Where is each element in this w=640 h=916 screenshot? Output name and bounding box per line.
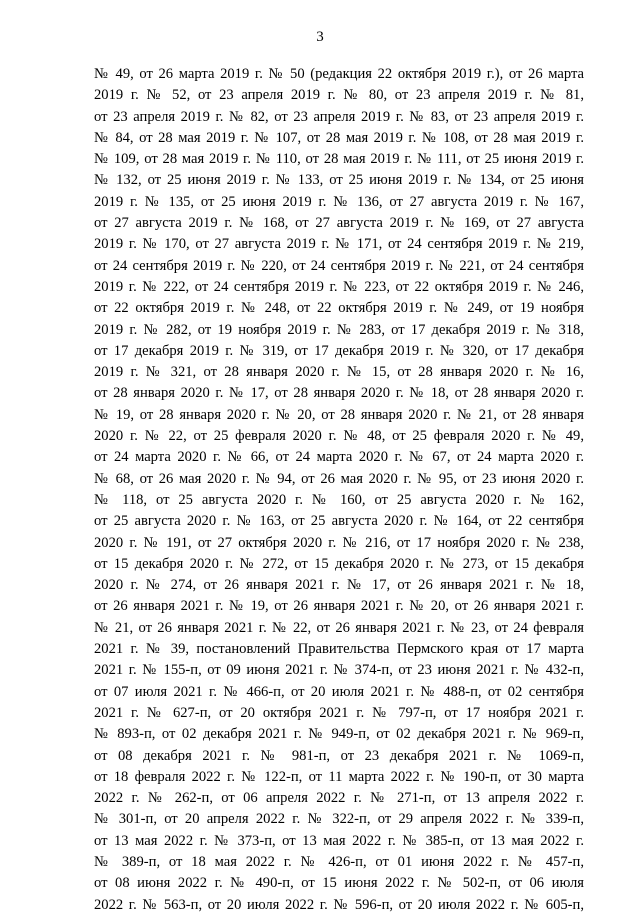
text-line: 2019 г. № 282, от 19 ноября 2019 г. № 283, от 17 декабря 2019 г. № 318, <box>94 321 584 338</box>
text-line: 2021 г. № 155-п, от 09 июня 2021 г. № 374-п, от 23 июня 2021 г. № 432-п, <box>94 662 584 679</box>
page-number: 3 <box>316 29 324 45</box>
text-line: от 25 августа 2020 г. № 163, от 25 августа 2020 г. № 164, от 22 сентября <box>94 513 584 530</box>
text-line: 2021 г. № 627-п, от 20 октября 2021 г. № 797-п, от 17 ноября 2021 г. <box>94 704 584 721</box>
text-line: 2020 г. № 274, от 26 января 2021 г. № 17, от 26 января 2021 г. № 18, <box>94 577 584 594</box>
text-line: от 15 декабря 2020 г. № 272, от 15 декабря 2020 г. № 273, от 15 декабря <box>94 555 584 572</box>
text-line: от 24 сентября 2019 г. № 220, от 24 сентября 2019 г. № 221, от 24 сентября <box>94 257 584 274</box>
text-line: 2019 г. № 222, от 24 сентября 2019 г. № 223, от 22 октября 2019 г. № 246, <box>94 278 584 295</box>
text-line: № 49, от 26 марта 2019 г. № 50 (редакция 22 октября 2019 г.), от 26 марта <box>94 66 584 82</box>
text-line: 2020 г. № 191, от 27 октября 2020 г. № 216, от 17 ноября 2020 г. № 238, <box>94 534 584 551</box>
text-line: 2022 г. № 262-п, от 06 апреля 2022 г. № 271-п, от 13 апреля 2022 г. <box>94 790 584 807</box>
text-line: № 118, от 25 августа 2020 г. № 160, от 25 августа 2020 г. № 162, <box>94 491 584 508</box>
text-line: от 27 августа 2019 г. № 168, от 27 августа 2019 г. № 169, от 27 августа <box>94 215 584 232</box>
text-line: № 19, от 28 января 2020 г. № 20, от 28 января 2020 г. № 21, от 28 января <box>94 406 584 423</box>
text-line: от 07 июля 2021 г. № 466-п, от 20 июля 2021 г. № 488-п, от 02 сентября <box>94 683 584 700</box>
text-line: 2019 г. № 52, от 23 апреля 2019 г. № 80, от 23 апреля 2019 г. № 81, <box>94 87 584 104</box>
text-line: 2022 г. № 563-п, от 20 июля 2022 г. № 596-п, от 20 июля 2022 г. № 605-п, <box>94 896 584 913</box>
text-line: 2019 г. № 321, от 28 января 2020 г. № 15, от 28 января 2020 г. № 16, <box>94 364 584 381</box>
text-line: № 893-п, от 02 декабря 2021 г. № 949-п, от 02 декабря 2021 г. № 969-п, <box>94 726 584 743</box>
text-line: № 109, от 28 мая 2019 г. № 110, от 28 мая 2019 г. № 111, от 25 июня 2019 г. <box>94 151 584 168</box>
text-line: от 08 декабря 2021 г. № 981-п, от 23 декабря 2021 г. № 1069-п, <box>94 747 584 764</box>
text-line: № 389-п, от 18 мая 2022 г. № 426-п, от 01 июня 2022 г. № 457-п, <box>94 853 584 870</box>
text-line: 2021 г. № 39, постановлений Правительства Пермского края от 17 марта <box>94 641 584 658</box>
text-line: от 22 октября 2019 г. № 248, от 22 октября 2019 г. № 249, от 19 ноября <box>94 300 584 317</box>
text-line: от 23 апреля 2019 г. № 82, от 23 апреля 2019 г. № 83, от 23 апреля 2019 г. <box>94 108 584 125</box>
text-line: № 21, от 26 января 2021 г. № 22, от 26 января 2021 г. № 23, от 24 февраля <box>94 619 584 636</box>
text-line: от 18 февраля 2022 г. № 122-п, от 11 марта 2022 г. № 190-п, от 30 марта <box>94 768 584 785</box>
text-line: от 24 марта 2020 г. № 66, от 24 марта 2020 г. № 67, от 24 марта 2020 г. <box>94 449 584 466</box>
text-line: от 08 июня 2022 г. № 490-п, от 15 июня 2022 г. № 502-п, от 06 июля <box>94 875 584 892</box>
text-line: от 17 декабря 2019 г. № 319, от 17 декабря 2019 г. № 320, от 17 декабря <box>94 342 584 359</box>
text-line: от 13 мая 2022 г. № 373-п, от 13 мая 2022 г. № 385-п, от 13 мая 2022 г. <box>94 832 584 849</box>
text-line: № 68, от 26 мая 2020 г. № 94, от 26 мая 2020 г. № 95, от 23 июня 2020 г. <box>94 470 584 487</box>
text-line: 2020 г. № 22, от 25 февраля 2020 г. № 48, от 25 февраля 2020 г. № 49, <box>94 428 584 445</box>
body-text <box>94 64 584 916</box>
text-line: № 84, от 28 мая 2019 г. № 107, от 28 мая 2019 г. № 108, от 28 мая 2019 г. <box>94 129 584 146</box>
text-line: № 132, от 25 июня 2019 г. № 133, от 25 июня 2019 г. № 134, от 25 июня <box>94 172 584 189</box>
text-line: от 26 января 2021 г. № 19, от 26 января 2021 г. № 20, от 26 января 2021 г. <box>94 598 584 615</box>
text-line: от 28 января 2020 г. № 17, от 28 января 2020 г. № 18, от 28 января 2020 г. <box>94 385 584 402</box>
text-line: 2019 г. № 135, от 25 июня 2019 г. № 136, от 27 августа 2019 г. № 167, <box>94 193 584 210</box>
text-line: 2019 г. № 170, от 27 августа 2019 г. № 171, от 24 сентября 2019 г. № 219, <box>94 236 584 253</box>
text-line: № 301-п, от 20 апреля 2022 г. № 322-п, от 29 апреля 2022 г. № 339-п, <box>94 811 584 828</box>
